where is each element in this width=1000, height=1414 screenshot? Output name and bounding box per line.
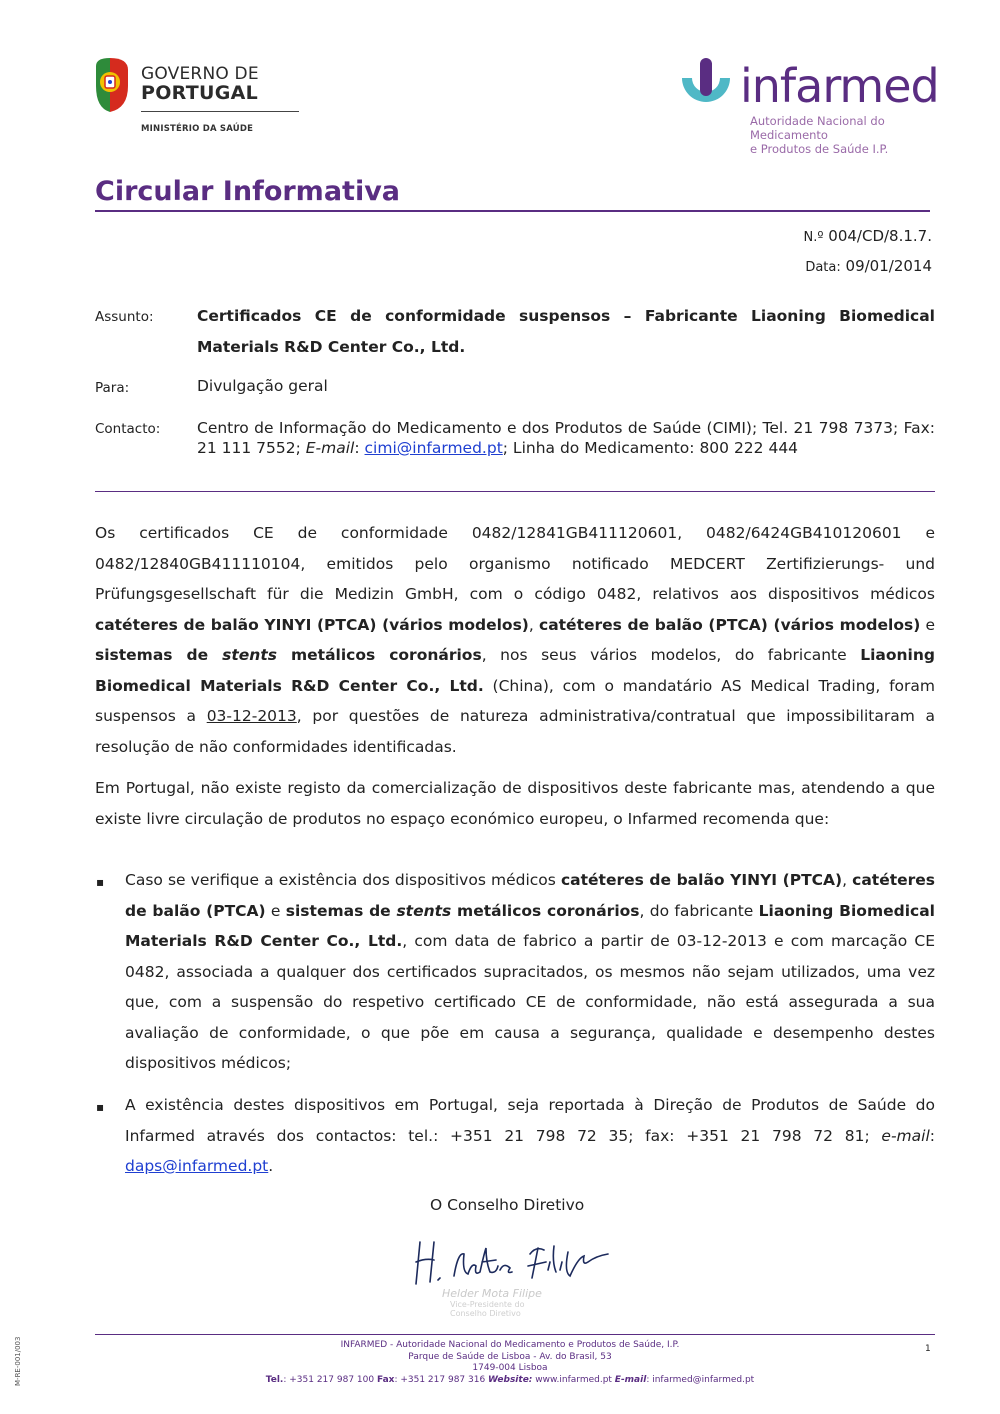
handwritten-signature-icon — [412, 1232, 612, 1292]
p1-text-f: (China), com o mandatário AS Medical Trading, foram suspensos a — [95, 676, 935, 725]
contact-text-end: ; Linha do Medicamento: 800 222 444 — [502, 439, 799, 457]
infarmed-wordmark: infarmed — [740, 59, 939, 113]
b1-manufacturer: Liaoning Biomedical Materials R&D Center Co., Ltd. — [125, 901, 935, 950]
footer-web-label: Website: — [488, 1374, 533, 1385]
b2-colon: : — [929, 1126, 935, 1145]
footer-fax-label: Fax — [376, 1374, 395, 1385]
bullet-2-marker: ▪ — [96, 1100, 105, 1114]
subject-value: Certificados CE de conformidade suspensos – Fabricante Liaoning Biomedical Materials R&D Center Co., Ltd. — [197, 307, 935, 356]
b1-device-3-b: metálicos coronários — [451, 901, 640, 920]
gov-line1: GOVERNO DE — [141, 64, 259, 84]
p1-suspension-date: 03-12-2013 — [206, 707, 297, 725]
b1-device-1: catéteres de balão YINYI (PTCA) — [560, 871, 843, 889]
contact-email-label: E-mail — [305, 439, 355, 457]
form-code: M-RE-001/003 — [14, 1336, 22, 1386]
sign-off: O Conselho Diretivo — [430, 1196, 585, 1214]
footer — [160, 1340, 860, 1386]
contact-colon: : — [354, 439, 365, 457]
number-value: 004/CD/8.1.7. — [828, 227, 932, 245]
b2-end: . — [268, 1157, 274, 1175]
stamp-role-line1: Vice-Presidente do — [450, 1300, 525, 1309]
title-divider — [95, 210, 930, 212]
b2-email-label: e-mail — [881, 1126, 930, 1145]
date-value: 09/01/2014 — [845, 257, 932, 275]
bullet-1 — [125, 865, 935, 1079]
p1-text-a: Os certificados CE de conformidade 0482/12841GB411120601, 0482/6424GB410120601 e 0482/12840GB411110104, emitidos pelo organismo notificado MEDCERT Zertifizierungs- und Prüfungsgesellschaft für die Medizin GmbH, com o código 0482, relativos aos dispositivos médicos — [95, 524, 935, 603]
ministry-label: MINISTÉRIO DA SAÚDE — [141, 124, 254, 134]
document-title: Circular Informativa — [95, 176, 401, 207]
p1-text-d: e — [920, 615, 936, 634]
p1-device-3-a: sistemas de — [95, 646, 223, 664]
b1-text-c: , — [842, 871, 853, 889]
p1-text-g: , por questões de natureza administrativa/contratual que impossibilitaram a resolução de não conformidades identificadas. — [95, 707, 935, 756]
paragraph-2: Em Portugal, não existe registo da comercialização de dispositivos deste fabricante mas, atendendo a que existe livre circulação de produtos no espaço económico europeu, o Infarmed recomenda que: — [95, 779, 935, 828]
p1-manufacturer: Liaoning Biomedical Materials R&D Center Co., Ltd. — [95, 646, 935, 695]
footer-fax: : +351 217 987 316 — [394, 1374, 489, 1385]
daps-email-link[interactable]: daps@infarmed.pt — [125, 1157, 269, 1175]
page-number: 1 — [925, 1344, 931, 1354]
footer-line1: INFARMED - Autoridade Nacional do Medicamento e Produtos de Saúde, I.P. — [340, 1340, 680, 1350]
footer-line3: 1749-004 Lisboa — [472, 1363, 548, 1373]
p1-text-e: , nos seus vários modelos, do fabricante — [481, 646, 861, 664]
b1-text-d: e — [265, 901, 286, 920]
b1-device-2: catéteres de balão (PTCA) — [125, 871, 936, 920]
footer-web[interactable]: www.infarmed.pt — [532, 1374, 615, 1385]
footer-divider — [95, 1334, 935, 1335]
stamp-name: Helder Mota Filipe — [442, 1287, 542, 1300]
b1-device-3 — [286, 902, 640, 920]
bullet-1-marker: ▪ — [96, 875, 105, 889]
government-wordmark — [141, 66, 259, 103]
infarmed-logo — [676, 58, 939, 156]
p1-device-2: catéteres de balão (PTCA) (vários modelos) — [539, 615, 921, 634]
p1-device-3-italic: stents — [222, 646, 277, 664]
contact-email-link[interactable]: cimi@infarmed.pt — [364, 439, 503, 457]
to-label: Para: — [95, 380, 130, 396]
bullet-2 — [125, 1090, 935, 1182]
footer-email[interactable]: : infarmed@infarmed.pt — [646, 1374, 755, 1385]
footer-tel: : +351 217 987 100 — [283, 1374, 377, 1385]
to-value: Divulgação geral — [197, 377, 328, 395]
infarmed-subtitle-line1: Autoridade Nacional do Medicamento — [750, 114, 885, 142]
gov-line2: PORTUGAL — [141, 82, 259, 104]
header-divider — [95, 491, 935, 492]
contact-value — [197, 418, 935, 458]
stamp-role — [450, 1300, 524, 1318]
contact-text: Centro de Informação do Medicamento e dos Produtos de Saúde (CIMI); Tel. 21 798 7373; Fax: 21 111 7552; — [197, 419, 935, 457]
portugal-emblem-icon — [92, 56, 132, 114]
government-logo — [92, 56, 292, 138]
b1-text-f: , com data de fabrico a partir de 03-12-2013 e com marcação CE 0482, associada a qualquer dos certificados supracitados, os mesmos não sejam utilizados, uma vez que, com a suspensão do respetivo certificado CE de conformidade, não está assegurada a sua avaliação de conformidade, o que põe em causa a segurança, qualidade e desempenho destes dispositivos médicos; — [125, 932, 935, 1072]
footer-contacts — [160, 1375, 860, 1387]
b1-device-3-italic: stents — [396, 901, 452, 920]
p1-device-3-b: metálicos coronários — [276, 646, 482, 664]
p1-device-1: catéteres de balão YINYI (PTCA) (vários modelos) — [95, 615, 529, 634]
p1-device-3 — [95, 646, 482, 664]
gov-divider — [141, 111, 299, 112]
number-label: N.º — [803, 230, 824, 245]
b1-device-3-a: sistemas de — [285, 901, 397, 920]
infarmed-subtitle-line2: e Produtos de Saúde I.P. — [750, 142, 889, 156]
infarmed-mark-icon — [676, 58, 736, 120]
b2-text: A existência destes dispositivos em Portugal, seja reportada à Direção de Produtos de Saúde do Infarmed através dos contactos: tel.: +351 21 798 72 35; fax: +351 21 798 72 81; — [125, 1096, 935, 1145]
stamp-role-line2: Conselho Diretivo — [450, 1309, 521, 1318]
circular-number — [804, 227, 932, 245]
infarmed-subtitle — [750, 114, 936, 156]
contact-label: Contacto: — [95, 421, 161, 437]
b1-text-e: , do fabricante — [639, 901, 759, 920]
b1-text-a: Caso se verifique a existência dos dispositivos médicos — [125, 871, 561, 889]
p1-text-c: , — [528, 615, 539, 634]
footer-tel-label: Tel. — [265, 1374, 284, 1385]
paragraph-1 — [95, 518, 935, 762]
circular-date — [805, 257, 932, 275]
date-label: Data: — [805, 260, 841, 275]
subject-label: Assunto: — [95, 309, 154, 325]
footer-email-label: E-mail — [614, 1374, 647, 1385]
footer-line2: Parque de Saúde de Lisboa - Av. do Brasil, 53 — [408, 1351, 612, 1362]
